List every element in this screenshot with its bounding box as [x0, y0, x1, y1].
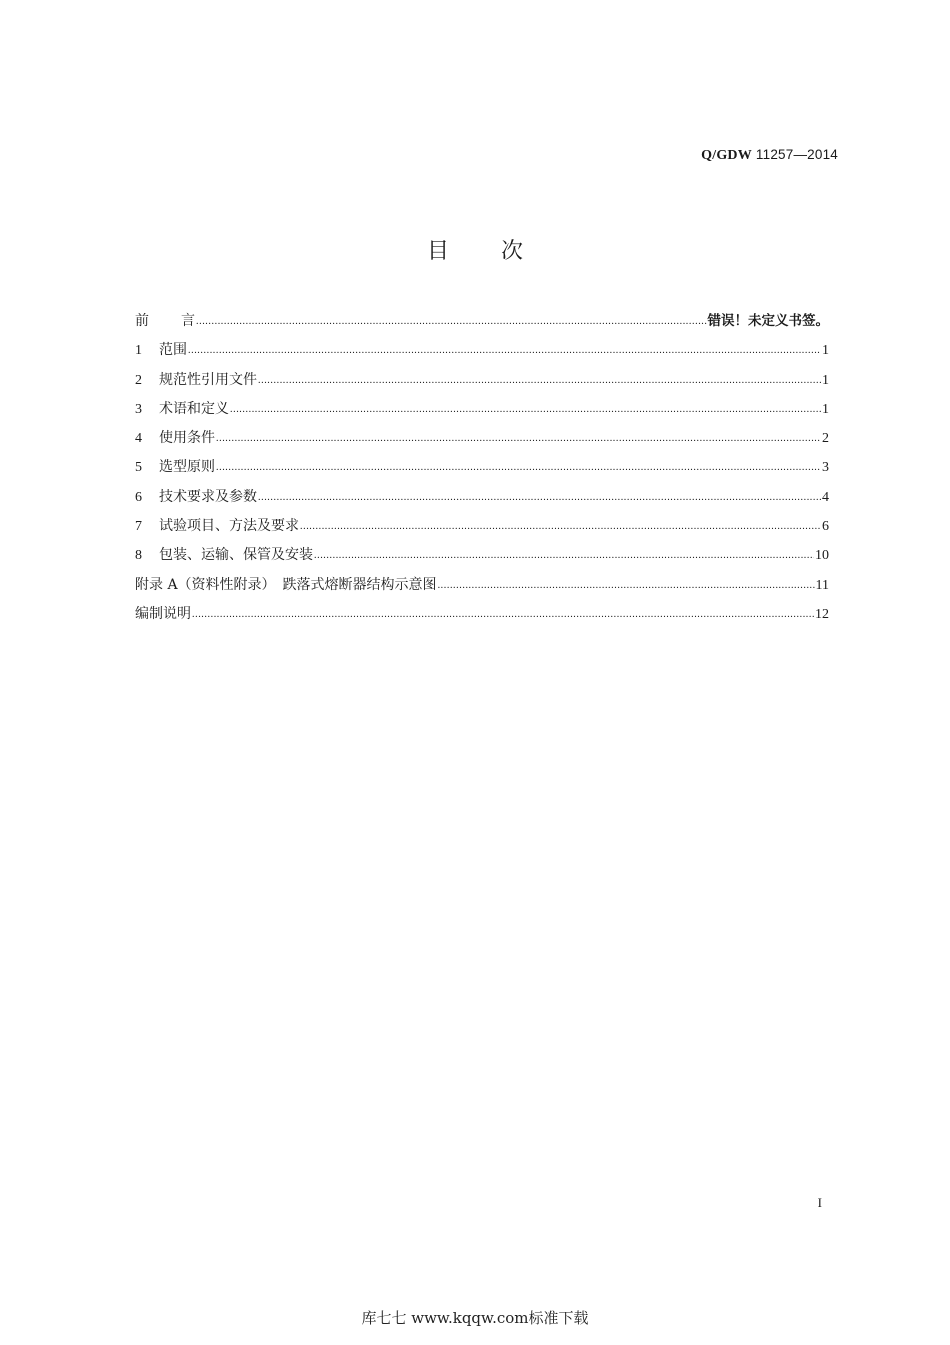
toc-entry-page: 1: [822, 372, 829, 388]
toc-entry-title: 选型原则: [159, 459, 215, 476]
dot-leader: [196, 309, 707, 333]
toc-entry-7[interactable]: [135, 515, 829, 544]
standard-code: [701, 147, 838, 164]
dot-leader: [300, 514, 821, 538]
toc-entry-page: 11: [815, 577, 829, 593]
toc-entry-title: 术语和定义: [159, 400, 229, 417]
toc-entry-page: 2: [822, 431, 829, 447]
toc-entry-page: 3: [822, 460, 829, 476]
toc-entry-1[interactable]: [135, 339, 829, 368]
dot-leader: [258, 368, 821, 392]
toc-entry-number: 5: [135, 460, 142, 476]
toc-entry-label: [135, 544, 313, 567]
toc-entry-appendix-a[interactable]: [135, 574, 829, 603]
toc-entry-title: 包装、运输、保管及安装: [159, 547, 313, 564]
toc-entry-label: [135, 398, 229, 421]
toc-entry-number: 4: [135, 431, 142, 447]
toc-title-char-2: 次: [501, 239, 524, 264]
toc-entry-title: 使用条件: [159, 430, 215, 447]
table-of-contents: [135, 310, 829, 632]
toc-entry-label: [135, 456, 215, 479]
page-number: I: [817, 1195, 822, 1210]
toc-entry-2[interactable]: [135, 369, 829, 398]
toc-entry-title: 附录 A（资料性附录） 跌落式熔断器结构示意图: [135, 576, 437, 593]
toc-entry-title: 技术要求及参数: [159, 488, 257, 505]
toc-entry-label: [135, 427, 215, 450]
toc-entry-title: 范围: [159, 342, 187, 359]
dot-leader: [192, 602, 814, 626]
dot-leader: [230, 397, 821, 421]
toc-title: [0, 234, 950, 265]
toc-entry-title: 编制说明: [135, 605, 191, 622]
toc-entry-number: 6: [135, 489, 142, 505]
toc-entry-3[interactable]: [135, 398, 829, 427]
toc-entry-number: 3: [135, 401, 142, 417]
toc-entry-label: [135, 310, 195, 332]
footer-watermark: 库七七 www.kqqw.com标准下载: [361, 1309, 589, 1327]
toc-entry-notes[interactable]: [135, 603, 829, 632]
dot-leader: [216, 455, 821, 479]
toc-entry-page: 1: [822, 401, 829, 417]
preface-label-part-2: 言: [181, 313, 195, 329]
toc-entry-title: 试验项目、方法及要求: [159, 518, 299, 535]
dot-leader: [314, 543, 814, 567]
toc-entry-page: 1: [822, 343, 829, 359]
toc-entry-label: [135, 339, 187, 362]
standard-code-number: 11257—2014: [755, 147, 838, 162]
toc-entry-number: 7: [135, 519, 142, 535]
standard-code-prefix: Q/GDW: [701, 148, 752, 163]
toc-entry-label: [135, 369, 257, 392]
dot-leader: [438, 573, 815, 597]
toc-entry-page: 6: [822, 519, 829, 535]
toc-entry-page: 4: [822, 489, 829, 505]
preface-label-part-1: 前: [135, 313, 149, 329]
toc-entry-title: 规范性引用文件: [159, 371, 257, 388]
toc-entry-5[interactable]: [135, 456, 829, 485]
toc-entry-page: 错误！未定义书签。: [707, 313, 829, 329]
toc-entry-page: 12: [815, 606, 829, 622]
toc-entry-8[interactable]: [135, 544, 829, 573]
toc-entry-page: 10: [815, 548, 829, 564]
toc-entry-6[interactable]: [135, 486, 829, 515]
toc-entry-number: 8: [135, 548, 142, 564]
toc-entry-number: 1: [135, 343, 142, 359]
toc-entry-preface[interactable]: [135, 310, 829, 339]
toc-entry-number: 2: [135, 372, 142, 388]
toc-entry-label: [135, 515, 299, 538]
dot-leader: [258, 485, 821, 509]
dot-leader: [216, 426, 821, 450]
toc-entry-label: [135, 486, 257, 509]
dot-leader: [188, 338, 821, 362]
toc-entry-4[interactable]: [135, 427, 829, 456]
toc-title-char-1: 目: [426, 239, 449, 264]
